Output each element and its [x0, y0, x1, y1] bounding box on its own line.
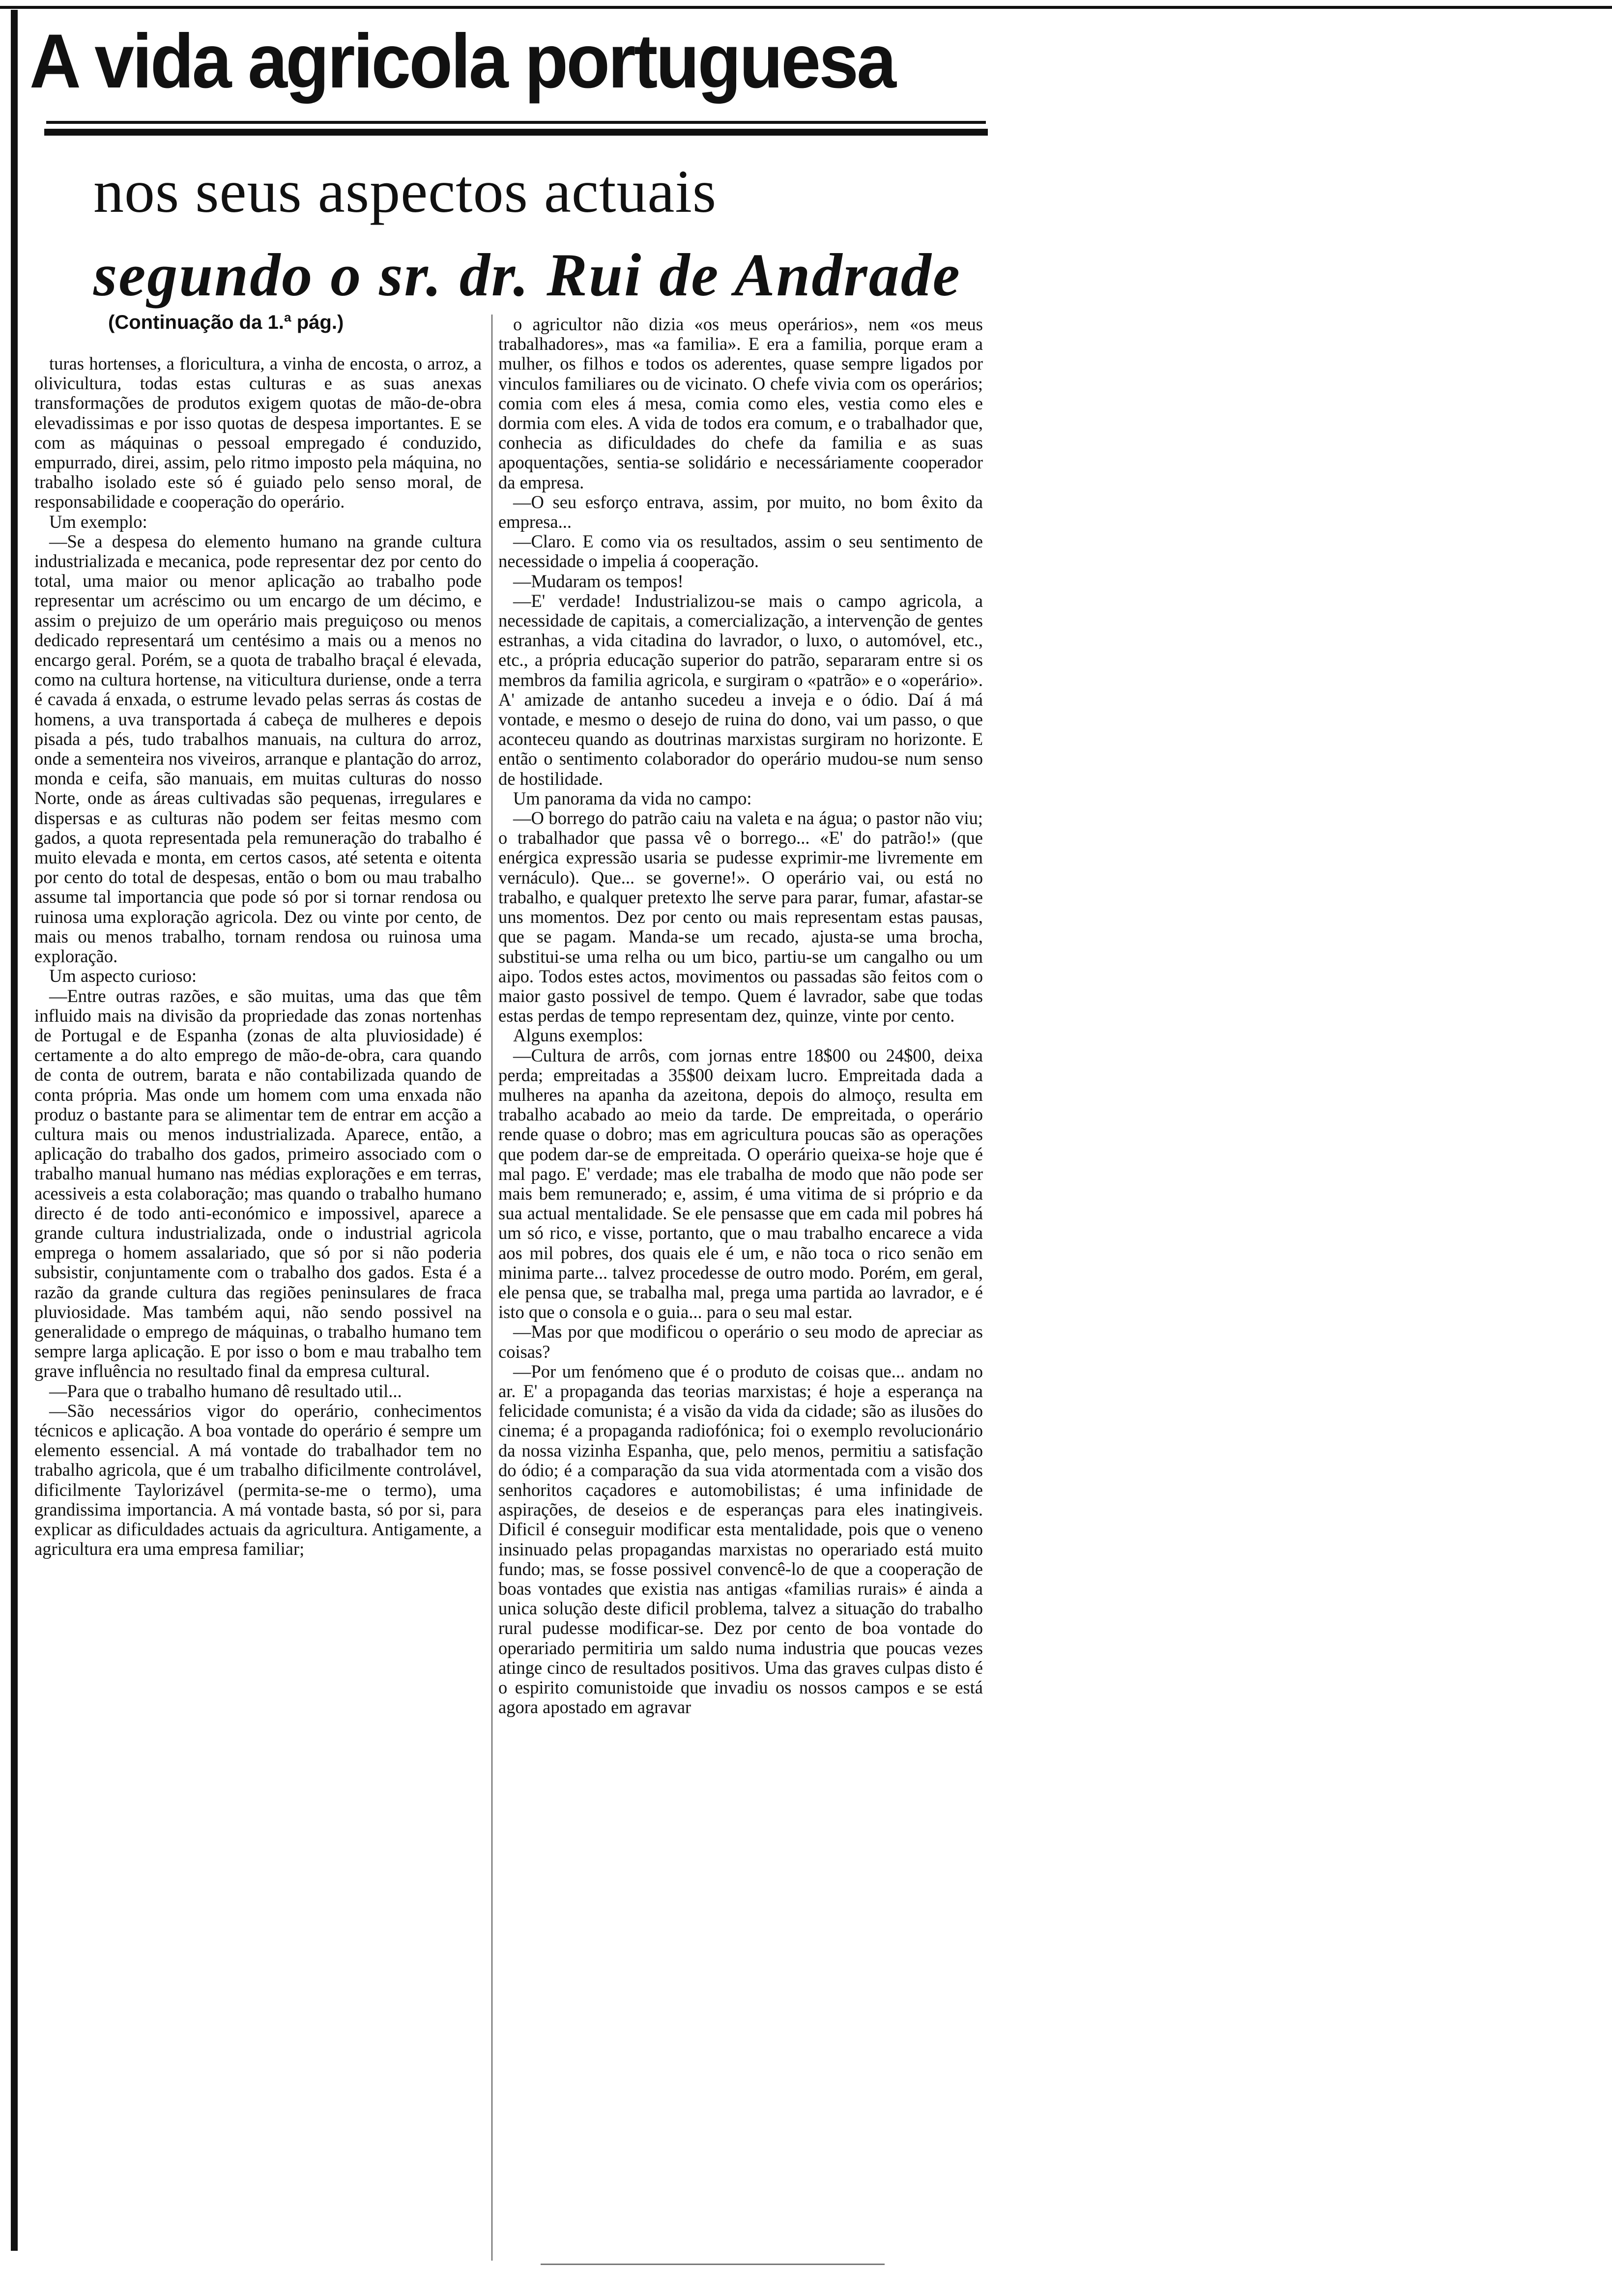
paragraph: —São necessários vigor do operário, conhecimentos técnicos e aplicação. A boa vontade do operário é sempre um elemento essencial. A má vontade do trabalhador tem no trabalho agricola, que é um trabalho dificilmente controlável, dificilmente Taylorizável (permita-se-me o termo), uma grandissima importancia. A má vontade basta, só por si, para explicar as dificuldades actuais da agricultura. Antigamente, a agricultura era uma empresa familiar; — [34, 1400, 482, 1559]
paragraph: turas hortenses, a floricultura, a vinha de encosta, o arroz, a olivicultura, todas estas culturas e as suas anexas transformações de produtos exigem quotas de mão-de-obra elevadissimas e por isso quotas de despesa importantes. E se com as máquinas o pessoal empregado é conduzido, empurrado, direi, assim, pelo ritmo imposto pela máquina, no trabalho isolado este só é guiado pelo senso moral, de responsabilidade e cooperação do operário. — [34, 354, 482, 512]
paragraph: Um panorama da vida no campo: — [513, 788, 752, 808]
paragraph: —Claro. E como via os resultados, assim o seu sentimento de necessidade o impelia á cooperação. — [498, 531, 983, 572]
paragraph: —Cultura de arrôs, com jornas entre 18$00 ou 24$00, deixa perda; empreitadas a 35$00 deixam lucro. Empreitada dada a mulheres na apanha da azeitona, depois do almoço, resulta em trabalho acabado ao meio da tarde. De empreitada, o operário rende quase o dobro; mas em agricultura poucas são as operações que podem dar-se de empreitada. O operário queixa-se hoje que é mal pago. E' verdade; mas ele trabalha de modo que não pode ser mais bem remunerado; e, assim, é uma vitima de si próprio e da sua actual mentalidade. Se ele pensasse que em cada mil pobres há um só rico, e visse, portanto, que o mau trabalho encarece a vida aos mil pobres, dos quais ele é um, e não toca o rico senão em minima parte... talvez procedesse de outro modo. Porém, em geral, ele pensa que, se trabalha mal, prega uma partida ao lavrador, e é isto que o consola e o guia... para o seu mal estar. — [498, 1045, 983, 1322]
continuation-note: (Continuação da 1.ª pág.) — [108, 312, 344, 333]
paragraph: —O seu esforço entrava, assim, por muito, no bom êxito da empresa... — [498, 491, 983, 532]
paragraph: —Entre outras razões, e são muitas, uma das que têm influido mais na divisão da propriedade das zonas nortenhas de Portugal e de Espanha (zonas de alta pluviosidade) é certamente a do alto emprego de mão-de-obra, cara quando de conta de outrem, barata e não contabilizada quando de conta própria. Mas onde um homem com uma enxada não produz o bastante para se alimentar tem de entrar em acção a cultura mais ou menos industrializada. Aparece, então, a aplicação do trabalho dos gados, primeiro associado com o trabalho manual humano nas médias explorações e em terras, acessiveis a esta colaboração; mas quando o trabalho humano directo é de todo anti-económico e impossivel, aparece a grande cultura industrializada, onde o industrial agricola emprega o homem assalariado, que só por si não poderia subsistir, conjuntamente com o trabalho dos gados. Esta é a razão da grande cultura das regiões peninsulares de fraca pluviosidade. Mas também aqui, não sendo possivel na generalidade o emprego de máquinas, o trabalho humano tem sempre larga aplicação. E por isso o bom e mau trabalho tem grave influência no resultado final da empresa cultural. — [34, 985, 482, 1381]
subtitle-line-1: nos seus aspectos actuais — [93, 158, 717, 225]
paragraph: o agricultor não dizia «os meus operários», nem «os meus trabalhadores», mas «a familia». E era a familia, porque eram a mulher, os filhos e todos os aderentes, quase sempre ligados por vinculos familiares ou de vicinato. O chefe vivia com os operários; comia com eles á mesa, comia como eles, vestia como eles e dormia com eles. A vida de todos era comum, e o trabalhador que, conhecia as dificuldades do chefe da familia e as suas apoquentações, sentia-se solidário e necessáriamente cooperador da empresa. — [498, 315, 983, 492]
paragraph: —Por um fenómeno que é o produto de coisas que... andam no ar. E' a propaganda das teorias marxistas; é hoje a esperança na felicidade comunista; é a visão da vida da cidade; são as ilusões do cinema; é a propaganda radiofónica; foi o exemplo revolucionário da nossa vizinha Espanha, que, pelo menos, permitiu a satisfação do ódio; é a comparação da sua vida atormentada com a visão dos senhoritos caçadores e automobilistas; é uma infinidade de aspirações, de deseios e de esperanças para eles inatingiveis. Dificil é conseguir modificar esta mentalidade, pois que o veneno insinuado pelas propagandas marxistas no operariado está muito fundo; mas, se fosse possivel convencê-lo de que a cooperação de boas vontades que existia nas antigas «familias rurais» é ainda a unica solução deste dificil problema, talvez a situação do trabalho rural pudesse modificar-se. Dez por cento de boa vontade do operariado permitiria um saldo numa industria que poucas vezes atinge cinco de resultados positivos. Uma das graves culpas disto é o espirito comunistoide que invadiu os nossos campos e se está agora apostado em agravar — [498, 1361, 983, 1718]
paragraph: —Mudaram os tempos! — [513, 571, 684, 591]
text-column-left — [34, 354, 482, 2015]
paragraph: Um exemplo: — [49, 511, 147, 532]
paragraph: —E' verdade! Industrializou-se mais o campo agricola, a necessidade de capitais, a comercialização, a intervenção de gentes estranhas, a vida citadina do lavrador, o luxo, o automóvel, etc., etc., a própria educação superior do patrão, separaram entre si os membros da familia agricola, e surgiram o «patrão» e o «operário». A' amizade de antanho sucedeu a inveja e o ódio. Daí á má vontade, e mesmo o desejo de ruina do dono, vai um passo, o que aconteceu quando as doutrinas marxistas surgiram no horizonte. E então o sentimento colaborador do operário mudou-se num senso de hostilidade. — [498, 590, 983, 789]
paragraph: Um aspecto curioso: — [49, 966, 197, 986]
subtitle-line-2: segundo o sr. dr. Rui de Andrade — [93, 241, 961, 309]
paragraph: Alguns exemplos: — [513, 1025, 643, 1046]
left-margin-bar — [11, 10, 18, 2251]
text-column-right — [491, 315, 983, 2261]
headline: A vida agricola portuguesa — [29, 19, 895, 104]
top-rule — [0, 6, 1612, 9]
paragraph: —O borrego do patrão caiu na valeta e na água; o pastor não viu; o trabalhador que passa vê o borrego... «E' do patrão!» (que enérgica expressão usaria se pudesse exprimir-me livremente em vernáculo). Que... se governe!». O operário vai, ou está no trabalho, e qualquer pretexto lhe serve para parar, fumar, afastar-se uns momentos. Dez por cento ou mais representam estas pausas, que se pagam. Manda-se um recado, ajusta-se uma brocha, substitui-se uma relha ou um bico, partiu-se um cangalho ou um aipo. Todos estes actos, movimentos ou passadas são feitos com o maior gasto possivel de tempo. Quem é lavrador, sabe que todas estas perdas de tempo representam dez, quinze, vinte por cento. — [498, 808, 983, 1026]
paragraph: —Para que o trabalho humano dê resultado util... — [49, 1380, 402, 1401]
headline-rule — [44, 129, 988, 136]
paragraph: —Mas por que modificou o operário o seu modo de apreciar as coisas? — [498, 1321, 983, 1362]
paragraph: —Se a despesa do elemento humano na grande cultura industrializada e mecanica, pode representar dez por cento do total, uma maior ou menor aplicação ao trabalho pode representar um acréscimo ou um encargo de um décimo, e assim o prejuizo de um operário mais preguiçoso ou menos dedicado representará um centésimo a mais ou a menos no encargo geral. Porém, se a quota de trabalho braçal é elevada, como na cultura hortense, na viticultura duriense, onde a terra é cavada á enxada, o estrume levado pelas serras ás costas de homens, a uva transportada á cabeça de mulheres e depois pisada a pés, tudo trabalhos manuais, na cultura do arroz, onde a sementeira nos viveiros, arranque e plantação do arroz, monda e ceifa, são manuais, em muitas culturas do nosso Norte, onde as áreas cultivadas são pequenas, irregulares e dispersas e as culturas não podem ser feitas mesmo com gados, a quota representada pela remuneração do trabalho é muito elevada e monta, em certos casos, até setenta e oitenta por cento do total de despesas, então o bom ou mau trabalho assume tal importancia que pode só por si tornar rendosa ou ruinosa uma exploração agricola. Dez ou vinte por cento, de mais ou menos trabalho, tornam rendosa ou ruinosa uma exploração. — [34, 531, 482, 967]
column-end-rule — [541, 2264, 885, 2265]
